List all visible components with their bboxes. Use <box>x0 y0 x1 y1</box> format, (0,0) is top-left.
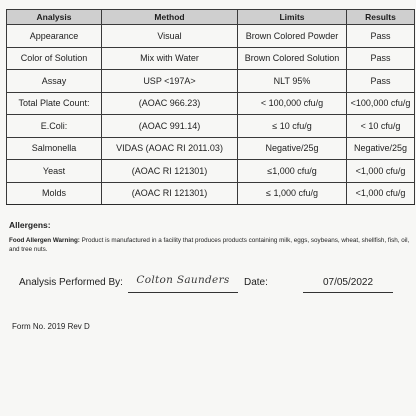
cell-analysis: Appearance <box>7 25 102 48</box>
performed-by-label: Analysis Performed By: <box>19 277 123 288</box>
header-limits: Limits <box>238 10 347 25</box>
table-row <box>7 70 415 93</box>
table-header-row <box>7 10 415 25</box>
cell-limits: NLT 95% <box>238 70 347 93</box>
cell-analysis: Salmonella <box>7 137 102 160</box>
allergen-warning <box>9 236 413 254</box>
cell-analysis: Total Plate Count: <box>7 92 102 115</box>
date-label: Date: <box>244 277 268 288</box>
date-line <box>303 292 393 293</box>
cell-result: Pass <box>347 70 415 93</box>
allergen-warning-label: Food Allergen Warning: <box>9 237 80 244</box>
cell-result: < 10 cfu/g <box>347 115 415 138</box>
cell-result: Pass <box>347 47 415 70</box>
table-row <box>7 115 415 138</box>
cell-limits: < 100,000 cfu/g <box>238 92 347 115</box>
cell-limits: Brown Colored Powder <box>238 25 347 48</box>
cell-result: Pass <box>347 25 415 48</box>
cell-limits: ≤1,000 cfu/g <box>238 160 347 183</box>
table-row <box>7 160 415 183</box>
cell-method: (AOAC RI 121301) <box>102 160 238 183</box>
table-row <box>7 25 415 48</box>
cell-method: USP <197A> <box>102 70 238 93</box>
cell-result: <1,000 cfu/g <box>347 182 415 205</box>
cell-method: Mix with Water <box>102 47 238 70</box>
cell-method: (AOAC 966.23) <box>102 92 238 115</box>
form-number: Form No. 2019 Rev D <box>12 322 90 331</box>
cell-limits: Negative/25g <box>238 137 347 160</box>
table-row <box>7 47 415 70</box>
cell-method: VIDAS (AOAC RI 2011.03) <box>102 137 238 160</box>
table-row <box>7 137 415 160</box>
cell-result: <100,000 cfu/g <box>347 92 415 115</box>
cell-analysis: Molds <box>7 182 102 205</box>
analyst-signature: Colton Saunders <box>136 274 230 286</box>
cell-analysis: E.Coli: <box>7 115 102 138</box>
cell-analysis: Assay <box>7 70 102 93</box>
cell-result: Negative/25g <box>347 137 415 160</box>
header-method: Method <box>102 10 238 25</box>
table-row <box>7 92 415 115</box>
allergens-heading: Allergens: <box>9 220 51 230</box>
date-value: 07/05/2022 <box>322 277 374 288</box>
allergen-warning-text: Product is manufactured in a facility that produces products containing milk, eggs, soybeans, wheat, shellfish, fish, oil, and tree nuts. <box>9 237 410 253</box>
cell-method: Visual <box>102 25 238 48</box>
cell-analysis: Color of Solution <box>7 47 102 70</box>
cell-limits: ≤ 10 cfu/g <box>238 115 347 138</box>
cell-limits: Brown Colored Solution <box>238 47 347 70</box>
cell-analysis: Yeast <box>7 160 102 183</box>
cell-method: (AOAC 991.14) <box>102 115 238 138</box>
analysis-table <box>6 9 415 205</box>
cell-result: <1,000 cfu/g <box>347 160 415 183</box>
signature-line <box>128 292 238 293</box>
cell-method: (AOAC RI 121301) <box>102 182 238 205</box>
cell-limits: ≤ 1,000 cfu/g <box>238 182 347 205</box>
header-analysis: Analysis <box>7 10 102 25</box>
header-results: Results <box>347 10 415 25</box>
table-row <box>7 182 415 205</box>
